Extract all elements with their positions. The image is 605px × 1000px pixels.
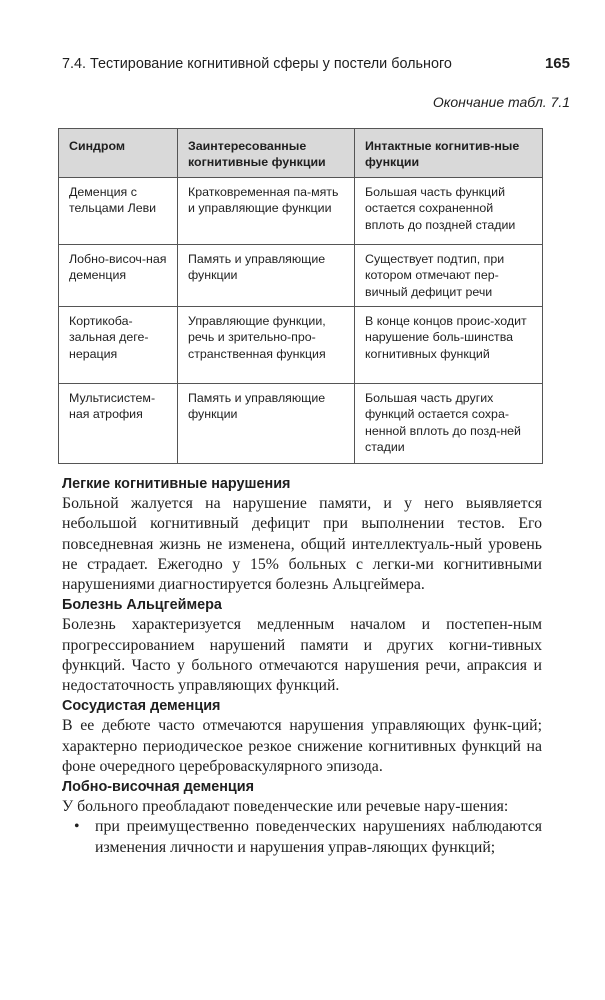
table-cell: Деменция с тельцами Леви — [59, 177, 178, 244]
table-cell: Большая часть функций остается сохраненной вплоть до поздней стадии — [355, 177, 543, 244]
table-cell: В конце концов проис-ходит нарушение боль-шинства когнитивных функций — [355, 307, 543, 384]
table-cell: Управляющие функции, речь и зрительно-про-странственная функция — [178, 307, 355, 384]
table-continuation-label: Окончание табл. 7.1 — [432, 94, 570, 110]
section-paragraph: В ее дебюте часто отмечаются нарушения управляющих функ-ций; характерно периодическое резкое снижение когнитивных функций на фоне очередного цереброваскулярного эпизода. — [62, 717, 542, 775]
table-row — [59, 177, 543, 244]
running-title: 7.4. Тестирование когнитивной сферы у постели больного — [62, 56, 452, 72]
bullet-icon: • — [74, 818, 80, 836]
syndrome-table — [58, 128, 543, 464]
table-row — [59, 244, 543, 306]
page-number: 165 — [544, 55, 570, 72]
table-cell: Большая часть других функций остается сохра-ненной вплоть до позд-ней стадии — [355, 384, 543, 464]
list-item — [62, 817, 542, 857]
table-header-row — [59, 129, 543, 178]
table-row — [59, 384, 543, 464]
table-cell: Кратковременная па-мять и управляющие функции — [178, 177, 355, 244]
table-cell: Память и управляющие функции — [178, 244, 355, 306]
body-text — [62, 474, 542, 858]
section-heading: Болезнь Альцгеймера — [62, 597, 222, 614]
section-paragraph: Больной жалуется на нарушение памяти, и у него выявляется небольшой когнитивный дефицит при выполнении тестов. Его повседневная жизнь не изменена, общий интеллектуаль-ный уровень не страдает. Ежегодно у 15% больных с легки-ми когнитивными нарушениями диагностируется болезнь Альцгеймера. — [62, 495, 542, 594]
column-header: Заинтересованные когнитивные функции — [178, 129, 355, 178]
bullet-list — [62, 817, 542, 857]
table-cell: Мультисистем-ная атрофия — [59, 384, 178, 464]
table-cell: Кортикоба-зальная деге-нерация — [59, 307, 178, 384]
section-paragraph: Болезнь характеризуется медленным началом и постепен-ным прогрессированием нарушений памяти и других когни-тивных функций. Часто у больного отмечаются нарушения речи, апраксия и недостаточность управляющих функций. — [62, 616, 542, 695]
column-header: Синдром — [59, 129, 178, 178]
section-heading: Сосудистая деменция — [62, 698, 221, 715]
running-head — [62, 55, 570, 79]
column-header: Интактные когнитив-ные функции — [355, 129, 543, 178]
section-paragraph: У больного преобладают поведенческие или речевые нару-шения: — [62, 798, 509, 816]
table-cell: Память и управляющие функции — [178, 384, 355, 464]
section-heading: Легкие когнитивные нарушения — [62, 476, 291, 492]
table-row — [59, 307, 543, 384]
table-cell: Лобно-височ-ная деменция — [59, 244, 178, 306]
list-item-text: при преимущественно поведенческих нарушениях наблюдаются изменения личности и нарушения управ-ляющих функций; — [95, 818, 542, 856]
section-heading: Лобно-височная деменция — [62, 779, 255, 796]
table-cell: Существует подтип, при котором отмечают пер-вичный дефицит речи — [355, 244, 543, 306]
